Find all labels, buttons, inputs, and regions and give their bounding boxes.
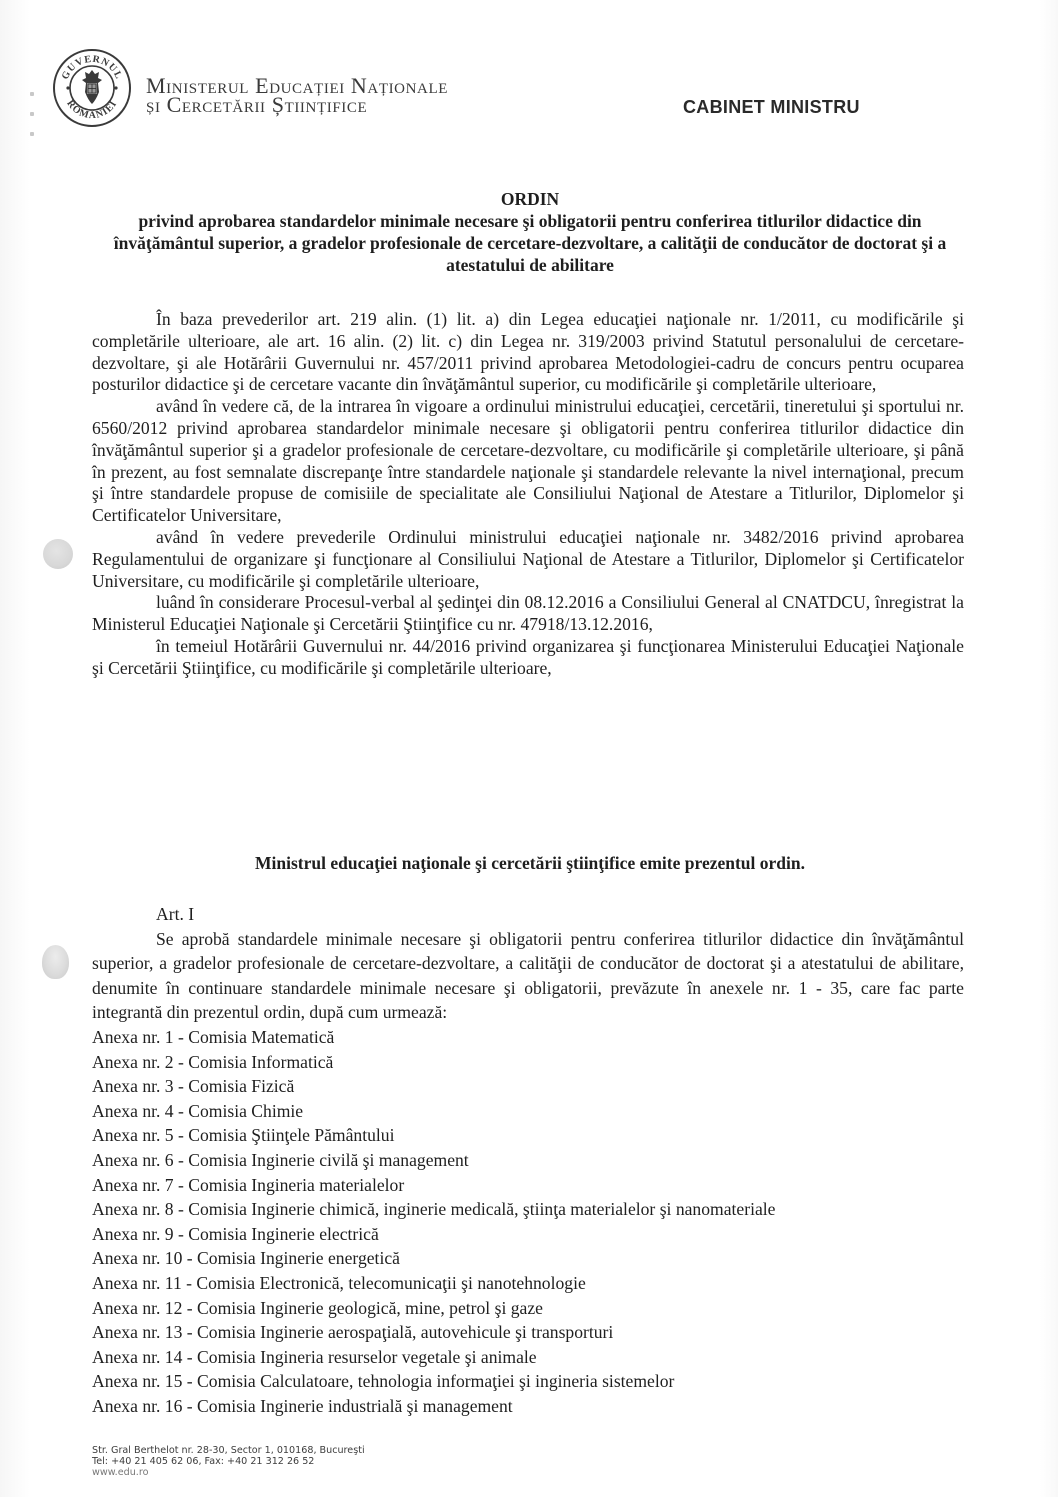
letterhead <box>0 48 1058 138</box>
preamble <box>92 309 964 680</box>
article-1 <box>92 902 964 1418</box>
emits-statement: Ministrul educaţiei naţionale şi cercetării ştiinţifice emite prezentul ordin. <box>254 853 805 873</box>
annex-item: Anexa nr. 14 - Comisia Ingineria resurselor vegetale şi animale <box>92 1346 537 1367</box>
footer-website-link[interactable]: www.edu.ro <box>92 1467 149 1478</box>
order-subtitle: privind aprobarea standardelor minimale necesare şi obligatorii pentru conferirea titlurilor didactice din învăţământul superior, a gradelor profesionale de cercetare-dezvoltare, a calităţii de conducător de doctorat şi a atestatului de abilitare <box>113 211 947 275</box>
romanian-government-seal-icon <box>52 48 132 128</box>
punch-hole-icon <box>42 945 69 979</box>
annex-item: Anexa nr. 3 - Comisia Fizică <box>92 1076 295 1097</box>
cabinet-label: CABINET MINISTRU <box>683 97 860 117</box>
ministry-name-line-2: și Cercetării Științifice <box>146 92 368 117</box>
punch-hole-icon <box>43 539 73 569</box>
annex-item: Anexa nr. 6 - Comisia Inginerie civilă şi management <box>92 1149 469 1170</box>
annex-item: Anexa nr. 1 - Comisia Matematică <box>92 1026 335 1047</box>
annex-item: Anexa nr. 9 - Comisia Inginerie electrică <box>92 1223 379 1244</box>
annex-item: Anexa nr. 5 - Comisia Ştiinţele Pământului <box>92 1125 395 1146</box>
footer-contact: Tel: +40 21 405 62 06, Fax: +40 21 312 26 52 <box>92 1456 315 1467</box>
annex-item: Anexa nr. 8 - Comisia Inginerie chimică, inginerie medicală, ştiinţa materialelor şi nanomateriale <box>92 1199 776 1220</box>
annex-item: Anexa nr. 16 - Comisia Inginerie industrială şi management <box>92 1395 513 1416</box>
annex-item: Anexa nr. 13 - Comisia Inginerie aerospaţială, autovehicule şi transporturi <box>92 1322 614 1343</box>
letterhead-footer <box>92 1445 365 1478</box>
annex-item: Anexa nr. 10 - Comisia Inginerie energetică <box>92 1248 400 1269</box>
svg-text:GUVERNUL: GUVERNUL <box>59 53 125 82</box>
order-type-heading: ORDIN <box>500 189 560 209</box>
annex-item: Anexa nr. 15 - Comisia Calculatoare, tehnologia informaţiei şi ingineria sistemelor <box>92 1371 675 1392</box>
annex-item: Anexa nr. 11 - Comisia Electronică, telecomunicaţii şi nanotehnologie <box>92 1272 586 1293</box>
annex-item: Anexa nr. 4 - Comisia Chimie <box>92 1100 304 1121</box>
ministry-name-line-1: Ministerul Educației Naționale <box>146 73 449 98</box>
document-title <box>90 188 970 276</box>
annex-item: Anexa nr. 2 - Comisia Informatică <box>92 1051 334 1072</box>
annex-item: Anexa nr. 12 - Comisia Inginerie geologică, mine, petrol şi gaze <box>92 1297 543 1318</box>
annex-list <box>92 1025 964 1419</box>
svg-text:ROMÂNIEI: ROMÂNIEI <box>64 98 120 122</box>
footer-address: Str. Gral Berthelot nr. 28-30, Sector 1, 010168, Bucureşti <box>92 1445 365 1456</box>
article-title: Art. I <box>156 904 195 924</box>
annex-item: Anexa nr. 7 - Comisia Ingineria materialelor <box>92 1174 405 1195</box>
preamble-paragraph: luând în considerare Procesul-verbal al şedinţei din 08.12.2016 a Consiliului General al CNATDCU, înregistrat la Ministerul Educaţiei Naţionale şi Cercetării Ştiinţifice cu nr. 47918/13.12.2016, <box>92 592 964 635</box>
preamble-paragraph: În baza prevederilor art. 219 alin. (1) lit. a) din Legea educaţiei naţionale nr. 1/2011, cu modificările şi completările ulterioare, ale art. 16 alin. (2) lit. c) din Legea nr. 319/2003 privind Statutul personalului de cercetare-dezvoltare, şi ale Hotărârii Guvernului nr. 457/2011 privind aprobarea Metodologiei-cadru de concurs pentru ocuparea posturilor didactice şi de cercetare vacante din învăţământul superior, cu modificările şi completările ulterioare, <box>92 309 964 395</box>
preamble-paragraph: având în vedere prevederile Ordinului ministrului educaţiei naţionale nr. 3482/2016 privind aprobarea Regulamentului de organizare şi funcţionare al Consiliului Naţional de Atestare a Titlurilor, Diplomelor şi Certificatelor Universitare, cu modificările şi completările ulterioare, <box>92 526 964 591</box>
preamble-paragraph: în temeiul Hotărârii Guvernului nr. 44/2016 privind organizarea şi funcţionarea Ministerului Educaţiei Naţionale şi Cercetării Ştiinţifice, cu modificările şi completările ulterioare, <box>92 635 964 678</box>
scan-marks <box>30 92 36 162</box>
preamble-paragraph: având în vedere că, de la intrarea în vigoare a ordinului ministrului educaţiei, cercetării, tineretului şi sportului nr. 6560/2012 privind aprobarea standardelor minimale necesare şi obligatorii pentru conferirea titlurilor didactice din învăţământul superior şi a gradelor profesionale de cercetare-dezvoltare, cu modificările şi completările ulterioare, şi până în prezent, au fost semnalate discrepanţe între standardele naţionale şi standardele relevante la nivel internaţional, precum şi între standardele propuse de comisiile de specialitate ale Consiliului Naţional de Atestare a Titlurilor, Diplomelor şi Certificatelor Universitare, <box>92 396 964 526</box>
article-body: Se aprobă standardele minimale necesare şi obligatorii pentru conferirea titlurilor didactice din învăţământul superior, a gradelor profesionale de cercetare-dezvoltare, a calităţii de conducător de doctorat şi a atestatului de abilitare, denumite în continuare standardele minimale necesare şi obligatorii, prevăzute în anexele nr. 1 - 35, care fac parte integrantă din prezentul ordin, după cum urmează: <box>92 928 964 1023</box>
ministry-name <box>146 73 449 117</box>
